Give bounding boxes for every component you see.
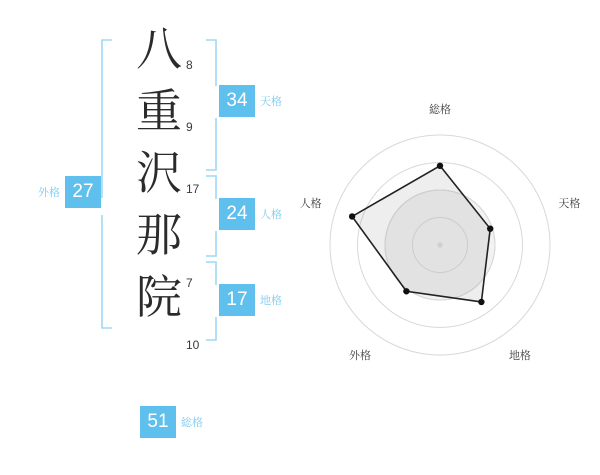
radar-axis-label-jinkaku: 人格 [299,196,322,210]
radar-axis-label-soukaku: 総格 [429,103,451,116]
kaku-chip-tenkaku [219,85,282,117]
kaku-label: 総格 [181,416,203,429]
kaku-value: 34 [219,85,255,117]
radar-data-point [403,288,409,294]
kaku-chip-gaikaku [38,176,101,208]
radar-chart [300,0,600,470]
stroke-count: 8 [186,58,193,72]
kanji-character: 沢 [136,146,182,200]
radar-data-point [478,299,484,305]
radar-axis-label-gaikaku: 外格 [349,349,372,363]
radar-data-point [349,213,355,219]
kaku-value: 51 [140,406,176,438]
kaku-label: 天格 [260,95,282,108]
kaku-chip-soukaku [140,406,203,438]
stroke-count: 10 [186,338,200,352]
radar-axis-label-tenkaku: 天格 [558,196,581,210]
bracket-lines [0,0,300,470]
radar-chart-svg [300,0,600,470]
radar-axis-label-chikaku: 地格 [508,349,531,363]
kaku-chip-chikaku [219,284,282,316]
stroke-count: 9 [186,120,193,134]
kaku-value: 17 [219,284,255,316]
kaku-label: 地格 [260,294,282,307]
kaku-value: 24 [219,198,255,230]
kaku-label: 人格 [260,208,282,221]
stroke-count: 7 [186,276,193,290]
kanji-character: 重 [136,84,182,138]
kanji-character: 院 [136,270,182,324]
kanji-character: 八 [136,22,182,76]
stroke-count: 17 [186,182,200,196]
kaku-chip-jinkaku [219,198,282,230]
kanji-character: 那 [136,208,182,262]
radar-data-point [437,163,443,169]
radar-data-point [487,225,493,231]
kaku-label: 外格 [38,186,60,199]
name-breakdown-panel [0,0,300,470]
kaku-value: 27 [65,176,101,208]
